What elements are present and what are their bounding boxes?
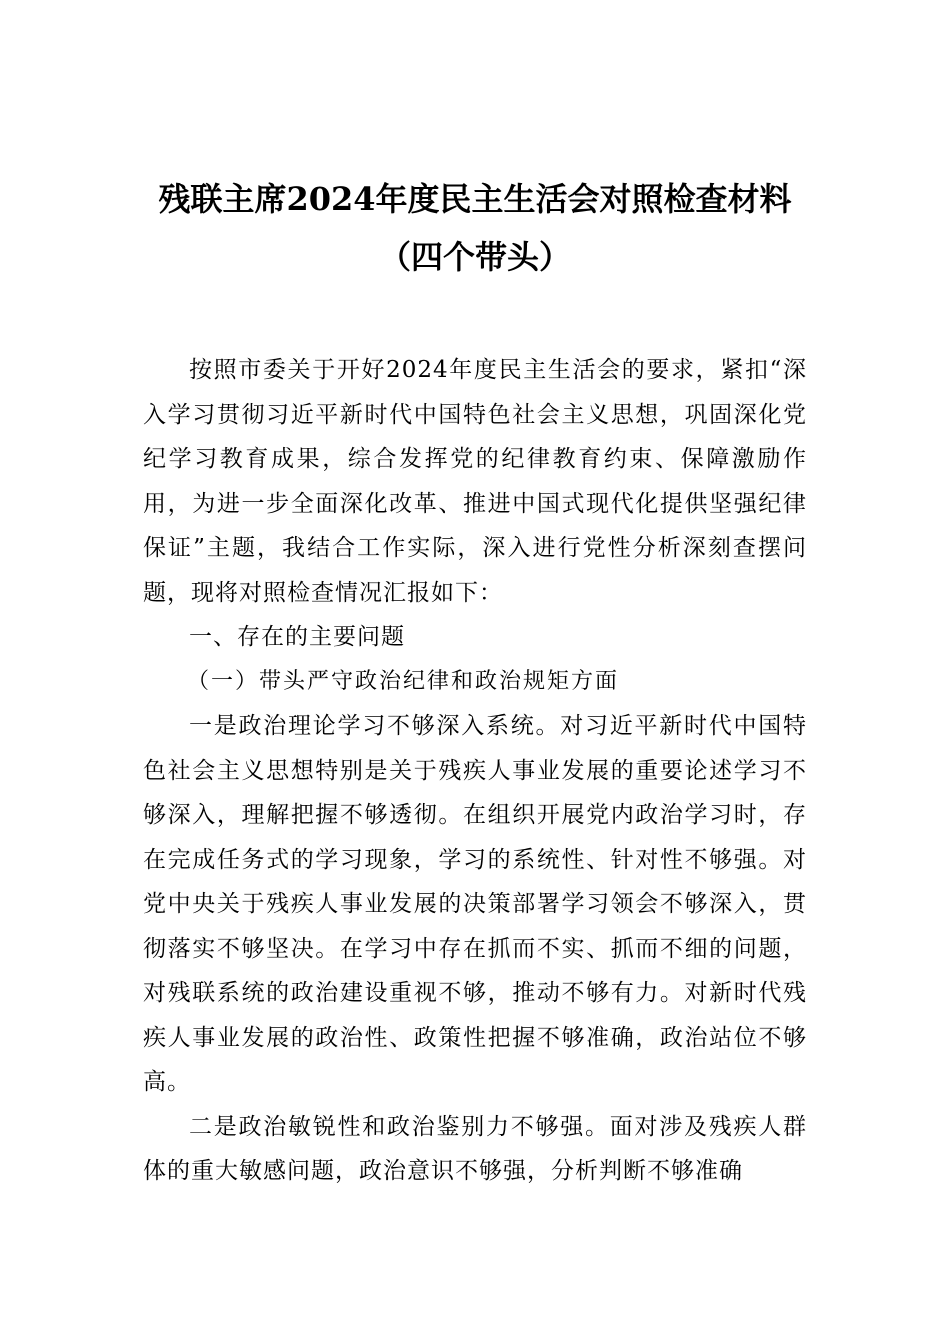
section-heading: 一、存在的主要问题: [189, 624, 405, 650]
document-title: 残联主席2024年度民主生活会对照检查材料（四个带头）: [158, 180, 792, 276]
subsection-heading: （一）带头严守政治纪律和政治规矩方面: [187, 668, 620, 694]
body-paragraph: 一是政治理论学习不够深入系统。对习近平新时代中国特色社会主义思想特别是关于残疾人事业发展的重要论述学习不够深入，理解把握不够透彻。在组织开展党内政治学习时，存在完成任务式的学习现象，学习的系统性、针对性不够强。对党中央关于残疾人事业发展的决策部署学习领会不够深入，贯彻落实不够坚决。在学习中存在抓而不实、抓而不细的问题，对残联系统的政治建设重视不够，推动不够有力。对新时代残疾人事业发展的政治性、政策性把握不够准确，政治站位不够高。: [143, 713, 807, 1095]
intro-paragraph: 按照市委关于开好2024年度民主生活会的要求，紧扣“深入学习贯彻习近平新时代中国特色社会主义思想，巩固深化党纪学习教育成果，综合发挥党的纪律教育约束、保障激励作用，为进一步全面深化改革、推进中国式现代化提供坚强纪律保证”主题，我结合工作实际，深入进行党性分析深刻查摆问题，现将对照检查情况汇报如下：: [143, 357, 807, 606]
body-paragraph: 二是政治敏锐性和政治鉴别力不够强。面对涉及残疾人群体的重大敏感问题，政治意识不够强，分析判断不够准确: [143, 1113, 807, 1184]
document-body: [143, 348, 807, 1194]
